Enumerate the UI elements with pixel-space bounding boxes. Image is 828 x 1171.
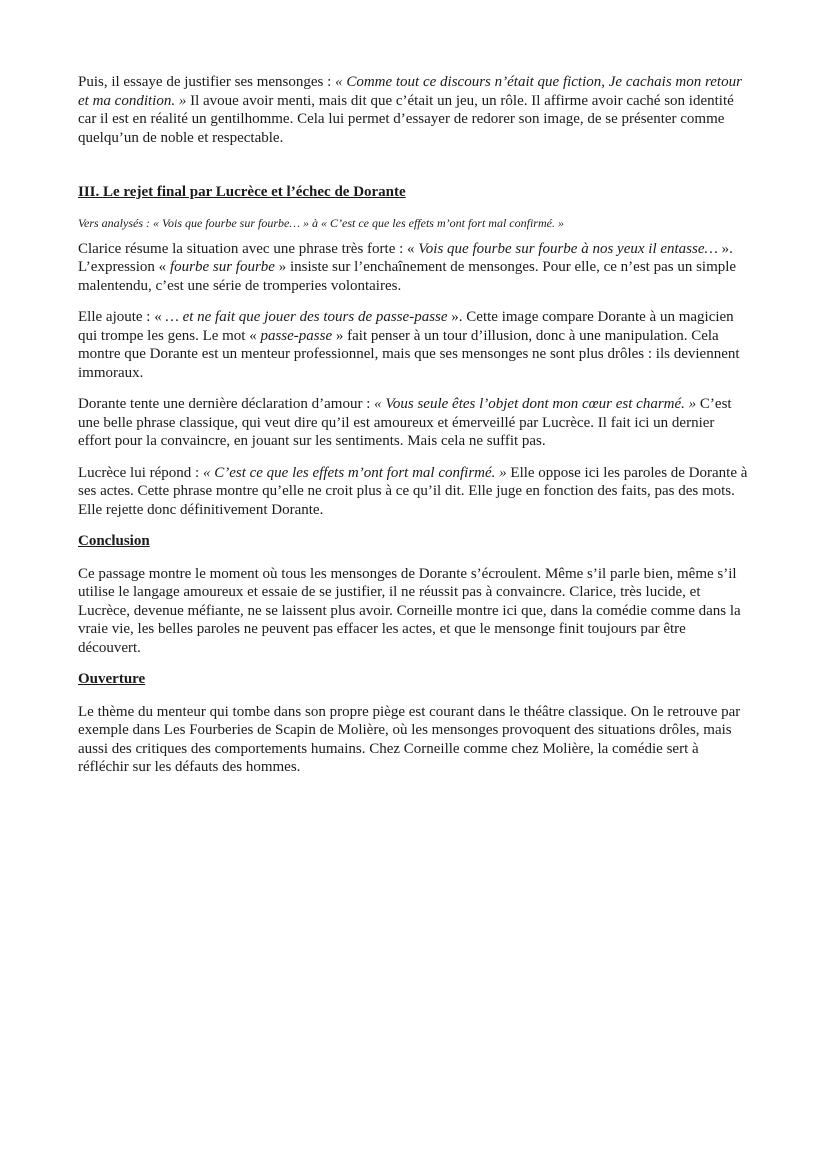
text-run-normal: ». L’expression « (78, 240, 733, 275)
paragraph-ouverture (78, 703, 748, 777)
text-run-normal: » fait penser à un tour d’illusion, donc à une manipulation. Cela montre que Dorante est un menteur professionnel, mais que ses mensonges ne sont plus drôles : ils deviennent immoraux. (78, 327, 740, 381)
text-run-italic: « C’est ce que les effets m’ont fort mal confirmé. » (202, 464, 507, 481)
text-run-normal: Elle oppose ici les paroles de Dorante à ses actes. Cette phrase montre qu’elle ne croit plus à ce qu’il dit. Elle juge en fonction des faits, pas des mots. Elle rejette donc définitivement Dorante. (78, 464, 748, 518)
paragraph-conclusion (78, 565, 748, 658)
page-content (78, 73, 748, 790)
text-run-italic: fourbe sur fourbe (169, 259, 275, 275)
text-run-normal: Puis, il essaye de justifier ses mensonges : (78, 74, 336, 90)
section-heading-rejet-final: III. Le rejet final par Lucrèce et l’échec de Dorante (78, 184, 406, 200)
text-run-italic: « Vous seule êtes l’objet dont mon cœur est charmé. » (374, 396, 697, 412)
text-run-normal: Elle ajoute : « (78, 309, 166, 325)
paragraph-elle-ajoute (78, 308, 748, 382)
heading-ouverture: Ouverture (78, 671, 146, 687)
text-run-normal: Dorante tente une dernière déclaration d’amour : (78, 396, 375, 412)
heading-conclusion: Conclusion (78, 533, 150, 549)
text-run-normal: Lucrèce lui répond : (78, 464, 203, 481)
text-run-normal: ». Cette image compare Dorante à un magicien qui trompe les gens. Le mot « (78, 309, 734, 344)
text-run-normal: Il avoue avoir menti, mais dit que c’était un jeu, un rôle. Il affirme avoir caché son identité car il est en réalité un gentilhomme. Cela lui permet d’essayer de redorer son image, de se présenter comme quelqu’un de noble et respectable. (78, 92, 734, 146)
text-run-italic: Vois que fourbe sur fourbe à nos yeux il entasse… (418, 240, 718, 257)
text-run-italic: … et ne fait que jouer des tours de passe-passe (165, 309, 448, 325)
text-run-italic: « Comme tout ce discours n’était que fiction, Je cachais mon retour et ma condition. » (78, 74, 742, 109)
text-run-normal: » insiste sur l’enchaînement de mensonges. Pour elle, ce n’est pas un simple malentendu, c’est une série de tromperies volontaires. (78, 259, 737, 294)
text-run-normal: Le thème du menteur qui tombe dans son propre piège est courant dans le théâtre classique. On le retrouve par exemple dans Les Fourberies de Scapin de Molière, où les mensonges provoquent des situations drôles, mais aussi des critiques des comportements humains. Chez Corneille comme chez Molière, la comédie sert à réfléchir sur les défauts des hommes. (78, 703, 741, 775)
paragraph-self-justification (78, 73, 748, 147)
text-run-normal: C’est une belle phrase classique, qui veut dire qu’il est amoureux et émerveillé par Lucrèce. Il fait ici un dernier effort pour la convaincre, en jouant sur les sentiments. Mais cela ne suffit pas. (78, 396, 732, 449)
paragraph-lucrece-reponse (78, 464, 748, 520)
verse-note: Vers analysés : « Vois que fourbe sur fourbe… » à « C’est ce que les effets m’ont fort mal confirmé. » (78, 215, 564, 230)
text-run-italic: passe-passe (260, 327, 333, 344)
text-run-normal: Clarice résume la situation avec une phrase très forte : « (78, 240, 419, 257)
text-run-normal: Ce passage montre le moment où tous les mensonges de Dorante s’écroulent. Même s’il parle bien, même s’il utilise le langage amoureux et essaie de se justifier, il ne réussit pas à convaincre. Clarice, très lucide, et Lucrèce, devenue méfiante, ne se laissent plus avoir. Corneille montre ici que, dans la comédie comme dans la vraie vie, les belles paroles ne peuvent pas effacer les actes, et que le mensonge finit toujours par être découvert. (78, 565, 741, 656)
paragraph-declaration-amour (78, 395, 748, 451)
paragraph-clarice-resume (78, 240, 748, 296)
